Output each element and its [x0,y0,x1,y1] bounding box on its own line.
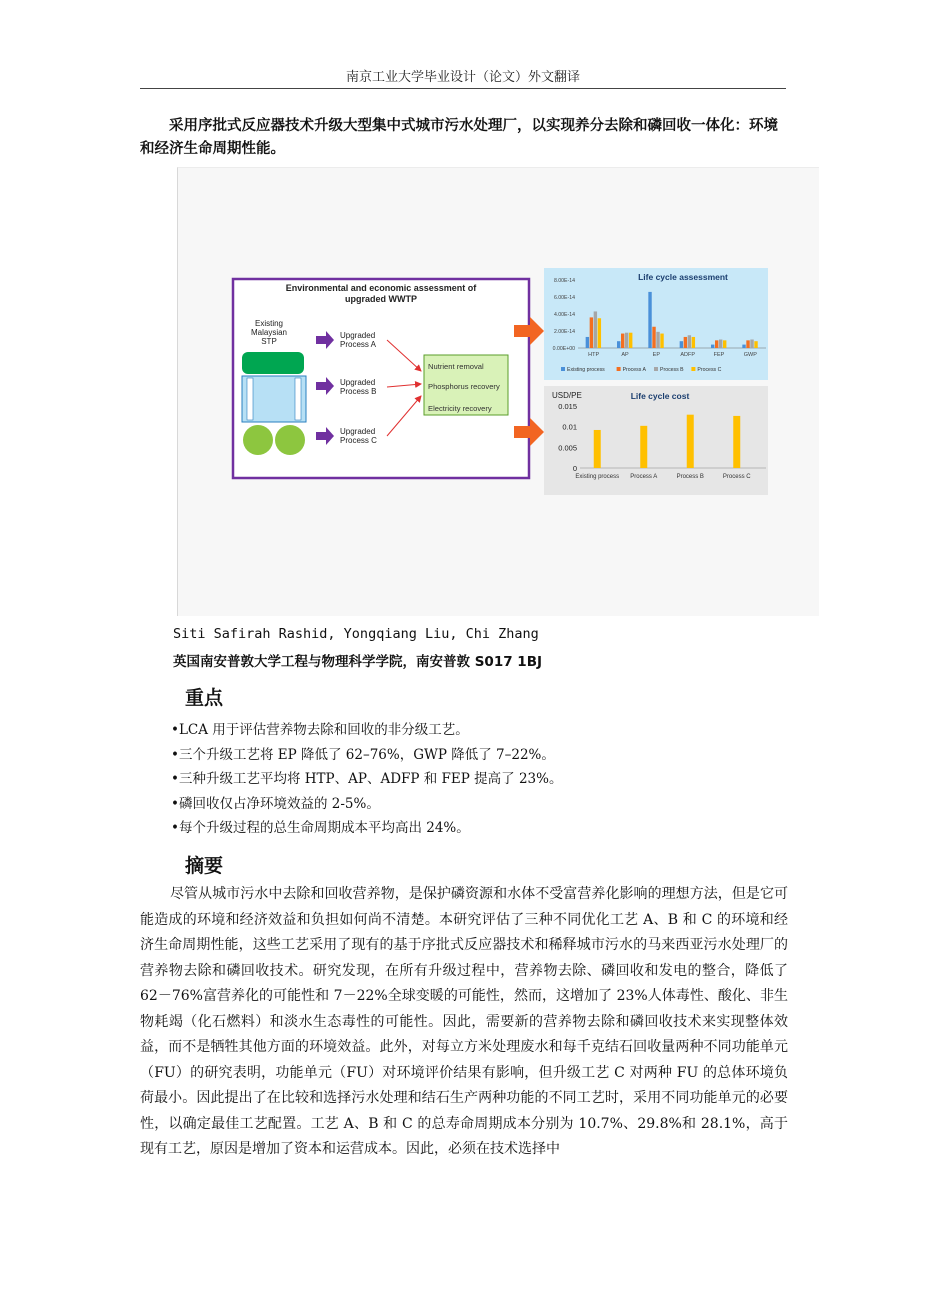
lca-x-tick-label: AP [621,352,629,358]
lca-legend-swatch [561,367,565,371]
paper-title: 采用序批式反应器技术升级大型集中式城市污水处理厂，以实现养分去除和磷回收一体化：环境和经济生命周期性能。 [140,118,778,157]
cost-y-tick-label: 0.005 [558,443,577,453]
lca-bar [660,334,663,348]
lca-legend-swatch [654,367,658,371]
lca-legend-swatch [617,367,621,371]
lca-bar [711,345,714,348]
cost-x-tick-label: Process A [630,474,658,480]
stp-tank-post-icon [247,378,253,420]
stp-clarifier-icon [243,425,273,455]
lca-bar [598,318,601,348]
cost-x-tick-label: Process C [722,474,751,480]
highlights-list [171,718,791,841]
lca-bar [652,327,655,348]
lca-bar [750,340,753,349]
process-b-label: Upgraded Process B [340,378,377,396]
lca-bar [723,340,726,348]
highlight-item: •磷回收仅占净环境效益的 2-5%。 [171,795,380,812]
abstract-text: 尽管从城市污水中去除和回收营养物，是保护磷资源和水体不受富营养化影响的理想方法，但是它可能造成的环境和经济效益和负担如何尚不清楚。本研究评估了三种不同优化工艺 A、B 和 C 的环境和经济生命周期性能，这些工艺采用了现有的基于序批式反应器技术和稀释城市污水的马来西亚污水处理厂的营养物去除和磷回收技术。研究发现，在所有升级过程中，营养物去除、磷回收和发电的整合，降低了 62－76%富营养化的可能性和 7－22%全球变暖的可能性，然而，这增加了 23%人体毒性、酸化、非生物耗竭（化石燃料）和淡水生态毒性的可能性。因此，需要新的营养物去除和磷回收技术来实现整体效益，而不是牺牲其他方面的环境效益。此外，对每立方米处理废水和每千克结石回收量两种不同功能单元（FU）的研究表明，功能单元（FU）对环境评价结果有影响，但升级工艺 C 对两种 FU 的总体环境负荷最小。因此提出了在比较和选择污水处理和结石生产两种功能的不同工艺时，采用不同功能单元的必要性，以确定最佳工艺配置。工艺 A、B 和 C 的总寿命周期成本分别为 10.7%、29.8%和 28.1%，高于现有工艺，原因是增加了资本和运营成本。因此，必须在技术选择中 [140,886,788,1157]
lca-bar [688,335,691,348]
lca-bar [746,340,749,348]
cost-bar [594,430,601,468]
cost-bar [640,426,647,468]
lca-x-tick-label: HTP [588,352,600,358]
lca-bar [742,345,745,348]
running-header: 南京工业大学毕业设计（论文）外文翻译 [345,70,580,85]
lca-bar [617,341,620,348]
cost-chart-ylabel: USD/PE [552,391,582,400]
lca-x-tick-label: ADFP [680,352,696,358]
process-c-label: Upgraded Process C [340,427,377,445]
lca-bar [715,340,718,348]
lca-legend-label: Process A [622,367,646,373]
abstract-heading: 摘要 [185,855,224,877]
lca-y-tick-label: 4.00E-14 [553,312,575,318]
lca-y-tick-label: 8.00E-14 [553,278,575,284]
lca-legend-label: Existing process [567,367,605,373]
lca-bar [648,292,651,348]
cost-x-tick-label: Process B [676,474,704,480]
existing-stp-label: Existing Malaysian STP [250,319,288,346]
lca-bar [680,341,683,348]
lca-legend-label: Process B [660,367,684,373]
lca-bar [590,317,593,348]
stp-tank-post-icon [295,378,301,420]
highlight-item: •三个升级工艺将 EP 降低了 62–76%，GWP 降低了 7–22%。 [171,746,555,763]
lca-x-tick-label: GWP [743,352,757,358]
lca-bar [656,332,659,348]
lca-bar [586,337,589,348]
cost-x-tick-label: Existing process [575,474,620,480]
functions-list: Nutrient removal Phosphorus recovery Electricity recovery [428,362,500,413]
cost-y-tick-label: 0.01 [562,422,577,432]
highlight-item: •每个升级过程的总生命周期成本平均高出 24%。 [171,820,470,836]
lca-y-tick-label: 6.00E-14 [553,295,575,301]
authors: Siti Safirah Rashid, Yongqiang Liu, Chi Zhang [173,626,539,642]
cost-bar [687,415,694,468]
lca-bar [684,337,687,348]
lca-bar [629,333,632,348]
lca-x-tick-label: FEP [713,352,725,358]
figure-canvas [178,168,819,616]
lca-legend-label: Process C [697,367,722,373]
highlight-item: •LCA 用于评估营养物去除和回收的非分级工艺。 [171,722,469,738]
cost-y-tick-label: 0 [572,464,577,473]
stp-green-tank-icon [242,352,304,374]
lca-chart-title: Life cycle assessment [638,272,728,282]
header-divider [140,88,786,89]
lca-y-tick-label: 0.00E+00 [552,346,575,352]
process-a-label: Upgraded Process A [340,331,377,349]
lca-bar [594,311,597,348]
highlights-heading: 重点 [185,687,224,709]
lca-bar [754,341,757,348]
cost-y-tick-label: 0.015 [558,402,577,411]
figure-main-title: Environmental and economic assessment of upgraded WWTP [285,283,477,304]
lca-bar [692,337,695,348]
graphical-abstract-figure [177,167,819,616]
highlight-item: •三种升级工艺平均将 HTP、AP、ADFP 和 FEP 提高了 23%。 [171,771,563,787]
lca-chart-panel [544,268,768,380]
lca-legend-swatch [691,367,695,371]
stp-clarifier-icon [275,425,305,455]
cost-chart-title: Life cycle cost [630,391,690,401]
lca-y-tick-label: 2.00E-14 [553,329,575,335]
cost-bar [733,416,740,468]
lca-x-tick-label: EP [652,352,661,358]
lca-bar [719,340,722,349]
lca-bar [625,333,628,348]
lca-bar [621,334,624,348]
affiliation: 英国南安普敦大学工程与物理科学学院，南安普敦 S017 1BJ [173,654,543,670]
